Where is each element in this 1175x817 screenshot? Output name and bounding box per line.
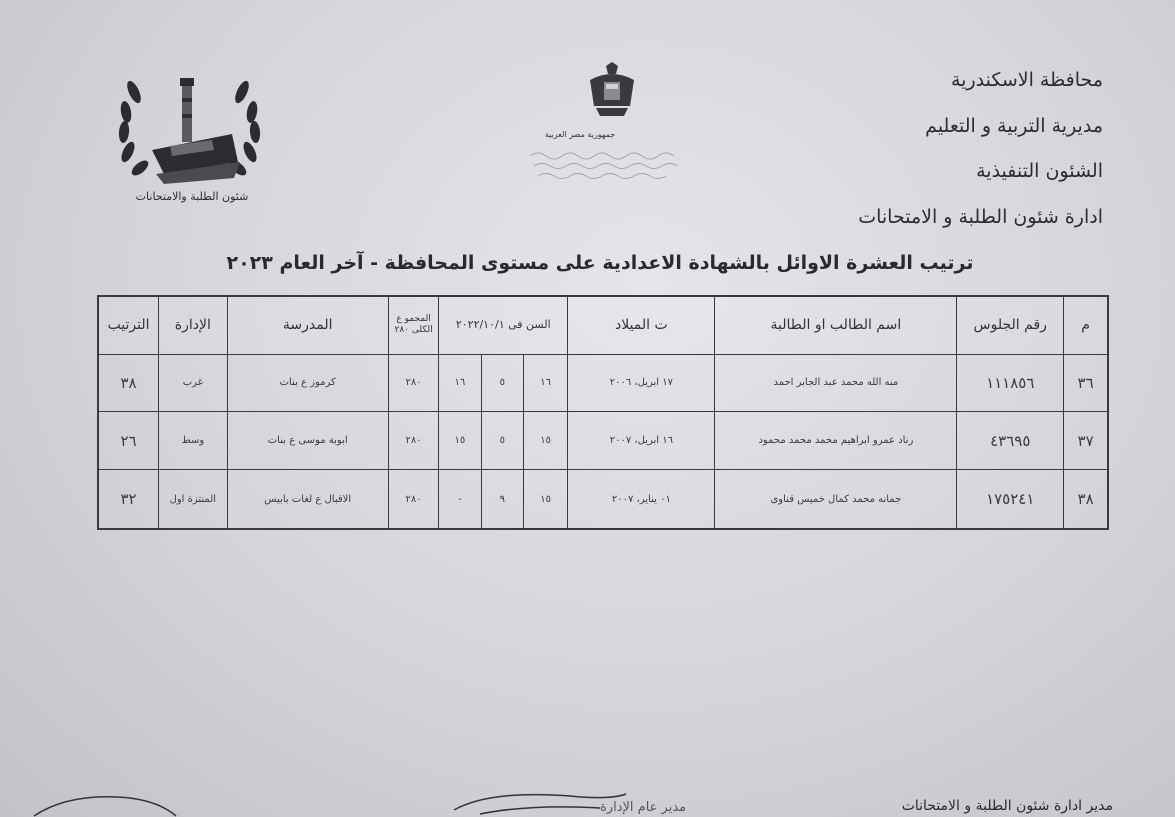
cell-name: جمانه محمد كمال خميس قناوى — [715, 470, 957, 529]
cell-birth: ١٧ ابريل، ٢٠٠٦ — [568, 354, 715, 412]
header-block — [858, 58, 1103, 240]
cell-name: رناد عمرو ابراهيم محمد محمد محمود — [715, 412, 957, 470]
cell-total: ٢٨٠ — [388, 412, 438, 470]
cell-seat: ١٧٥٢٤١ — [957, 470, 1064, 529]
lighthouse-ship-logo — [112, 70, 272, 210]
cell-seat: ١١١٨٥٦ — [957, 354, 1064, 412]
cell-num: ٣٦ — [1064, 354, 1108, 412]
cell-age-years: ١٥ — [523, 412, 567, 470]
col-header-total: المجمو ع الكلى ٢٨٠ — [388, 296, 438, 354]
cell-age-months: ٩ — [481, 470, 523, 529]
directorate-title: مديرية التربية و التعليم — [925, 114, 1103, 137]
cell-name: منه الله محمد عبد الجابر احمد — [715, 354, 957, 412]
cell-age-days: ١٥ — [439, 412, 481, 470]
table-header-row — [98, 296, 1108, 354]
signature-row — [0, 790, 1175, 817]
signature-mark-left — [30, 790, 180, 817]
cell-age-months: ٥ — [481, 354, 523, 412]
general-manager-signature-label: مدير عام الإدارة — [600, 800, 687, 815]
col-header-age: السن فى ٢٠٢٢/١٠/١ — [439, 296, 568, 354]
col-header-birth: ت الميلاد — [568, 296, 715, 354]
cell-age-years: ١٥ — [523, 470, 567, 529]
cell-num: ٣٧ — [1064, 412, 1108, 470]
cell-birth: ٠١ يناير، ٢٠٠٧ — [568, 470, 715, 529]
administration-title: ادارة شئون الطلبة و الامتحانات — [858, 205, 1103, 228]
col-header-school: المدرسة — [227, 296, 388, 354]
cell-seat: ٤٣٦٩٥ — [957, 412, 1064, 470]
cell-total: ٢٨٠ — [388, 470, 438, 529]
results-table — [97, 295, 1109, 530]
cell-school: كرموز ع بنات — [227, 354, 388, 412]
cell-admin: المنتزة اول — [159, 470, 228, 529]
document-title: ترتيب العشرة الاوائل بالشهادة الاعدادية على مستوى المحافظة - آخر العام ٢٠٢٣ — [226, 252, 974, 274]
cell-age-months: ٥ — [481, 412, 523, 470]
col-header-seat: رقم الجلوس — [957, 296, 1064, 354]
cell-admin: وسط — [159, 412, 228, 470]
governorate-title: محافظة الاسكندرية — [950, 69, 1103, 91]
department-title: الشئون التنفيذية — [976, 160, 1103, 182]
cell-total: ٢٨٠ — [388, 354, 438, 412]
cell-rank: ٣٢ — [98, 470, 159, 529]
col-header-admin: الإدارة — [159, 296, 228, 354]
cell-rank: ٣٨ — [98, 354, 159, 412]
cell-age-days: - — [439, 470, 481, 529]
table-row — [98, 354, 1108, 412]
department-manager-signature-label: مدير ادارة شئون الطلبة و الامتحانات — [901, 798, 1113, 814]
table-row — [98, 412, 1108, 470]
egypt-eagle-emblem — [520, 62, 710, 202]
col-header-num: م — [1064, 296, 1108, 354]
logo-caption: شئون الطلبة والامتحانات — [135, 190, 249, 203]
cell-age-years: ١٦ — [523, 354, 567, 412]
col-header-rank: الترتيب — [98, 296, 159, 354]
table-row — [98, 470, 1108, 529]
emblem-caption: جمهورية مصر العربية — [544, 130, 616, 139]
cell-admin: غرب — [159, 354, 228, 412]
col-header-name: اسم الطالب او الطالبة — [715, 296, 957, 354]
cell-birth: ١٦ ابريل، ٢٠٠٧ — [568, 412, 715, 470]
cell-num: ٣٨ — [1064, 470, 1108, 529]
cell-age-days: ١٦ — [439, 354, 481, 412]
cell-rank: ٢٦ — [98, 412, 159, 470]
cell-school: الاقبال ع لغات بابيس — [227, 470, 388, 529]
stamp-mark — [520, 144, 710, 184]
cell-school: ابوبة موسى ع بنات — [227, 412, 388, 470]
